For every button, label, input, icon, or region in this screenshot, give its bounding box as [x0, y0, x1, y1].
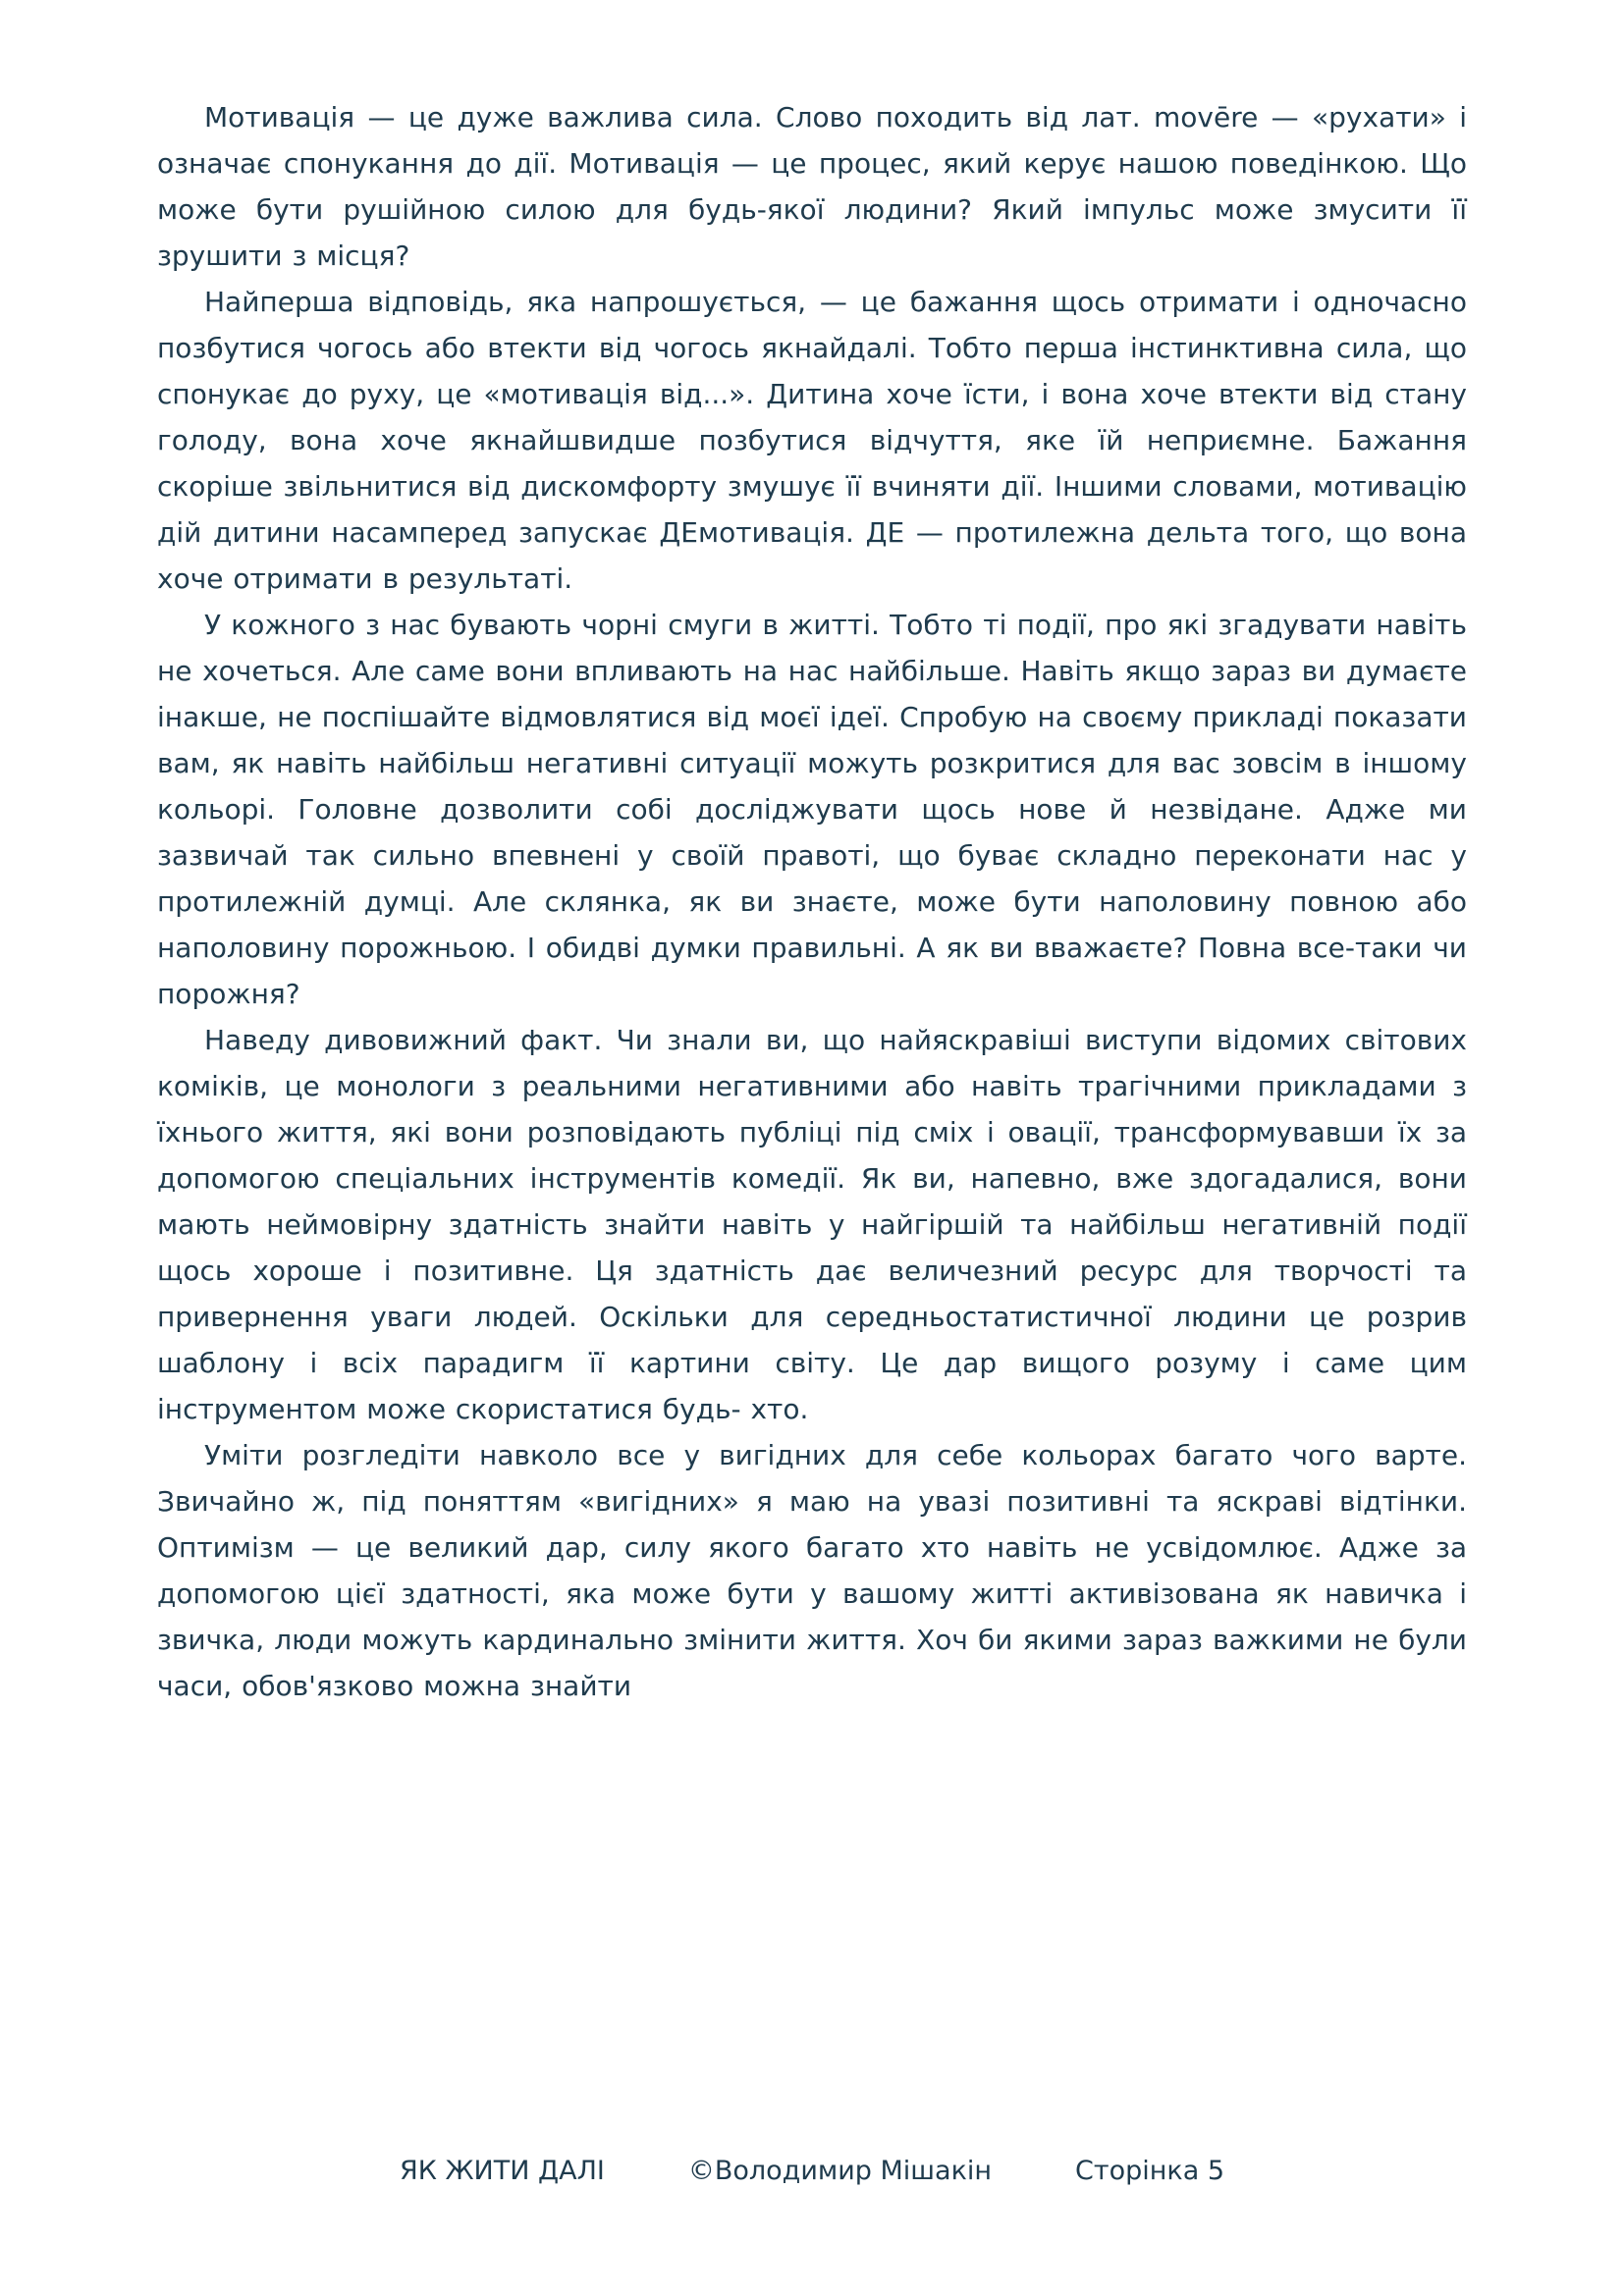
footer-page-number: Сторінка 5	[1075, 2156, 1225, 2186]
paragraph-black-stripes: У кожного з нас бувають чорні смуги в житті. Тобто ті події, про які згадувати навіть не хочеться. Але саме вони впливають на нас найбільше. Навіть якщо зараз ви думаєте інакше, не поспішайте відмовлятися від моєї ідеї. Спробую на своєму прикладі показати вам, як навіть найбільш негативні ситуації можуть розкритися для вас зовсім в іншому кольорі. Головне дозволити собі досліджувати щось нове й незвідане. Адже ми зазвичай так сильно впевнені у своїй правоті, що буває складно переконати нас у протилежній думці. Але склянка, як ви знаєте, може бути наполовину повною або наполовину порожньою. І обидві думки правильні. А як ви вважаєте? Повна все-таки чи порожня?	[157, 609, 1467, 1010]
page-body-text	[157, 94, 1467, 1709]
page-footer	[0, 2156, 1624, 2186]
paragraph-first-answer: Найперша відповідь, яка напрошується, — це бажання щось отримати і одночасно позбутися чогось або втекти від чогось якнайдалі. Тобто перша інстинктивна сила, що спонукає до руху, це «мотивація від...». Дитина хоче їсти, і вона хоче втекти від стану голоду, вона хоче якнайшвидше позбутися відчуття, яке їй неприємне. Бажання скоріше звільнитися від дискомфорту змушує її вчиняти дії. Іншими словами, мотивацію дій дитини насамперед запускає ДЕмотивація. ДЕ — протилежна дельта того, що вона хоче отримати в результаті.	[157, 286, 1467, 595]
footer-copyright: ©Володимир Мішакін	[687, 2156, 993, 2186]
footer-book-title: ЯК ЖИТИ ДАЛІ	[399, 2156, 605, 2186]
paragraph-comedians-fact: Наведу дивовижний факт. Чи знали ви, що найяскравіші виступи відомих світових коміків, це монологи з реальними негативними або навіть трагічними прикладами з їхнього життя, які вони розповідають публіці під сміх і овації, трансформувавши їх за допомогою спеціальних інструментів комедії. Як ви, напевно, вже здогадалися, вони мають неймовірну здатність знайти навіть у найгіршій та найбільш негативній події щось хороше і позитивне. Ця здатність дає величезний ресурс для творчості та привернення уваги людей. Оскільки для середньостатистичної людини це розрив шаблону і всіх парадигм її картини світу. Це дар вищого розуму і саме цим інструментом може скористатися будь- хто.	[157, 1024, 1467, 1425]
paragraph-motivation-intro: Мотивація — це дуже важлива сила. Слово походить від лат. movēre — «рухати» і означає спонукання до дії. Мотивація — це процес, який керує нашою поведінкою. Що може бути рушійною силою для будь-якої людини? Який імпульс може змусити її зрушити з місця?	[157, 101, 1467, 272]
paragraph-optimism: Уміти розгледіти навколо все у вигідних для себе кольорах багато чого варте. Звичайно ж, під поняттям «вигідних» я маю на увазі позитивні та яскраві відтінки. Оптимізм — це великий дар, силу якого багато хто навіть не усвідомлює. Адже за допомогою цієї здатності, яка може бути у вашому житті активізована як навичка і звичка, люди можуть кардинально змінити життя. Хоч би якими зараз важкими не були часи, обов'язково можна знайти	[157, 1439, 1467, 1702]
